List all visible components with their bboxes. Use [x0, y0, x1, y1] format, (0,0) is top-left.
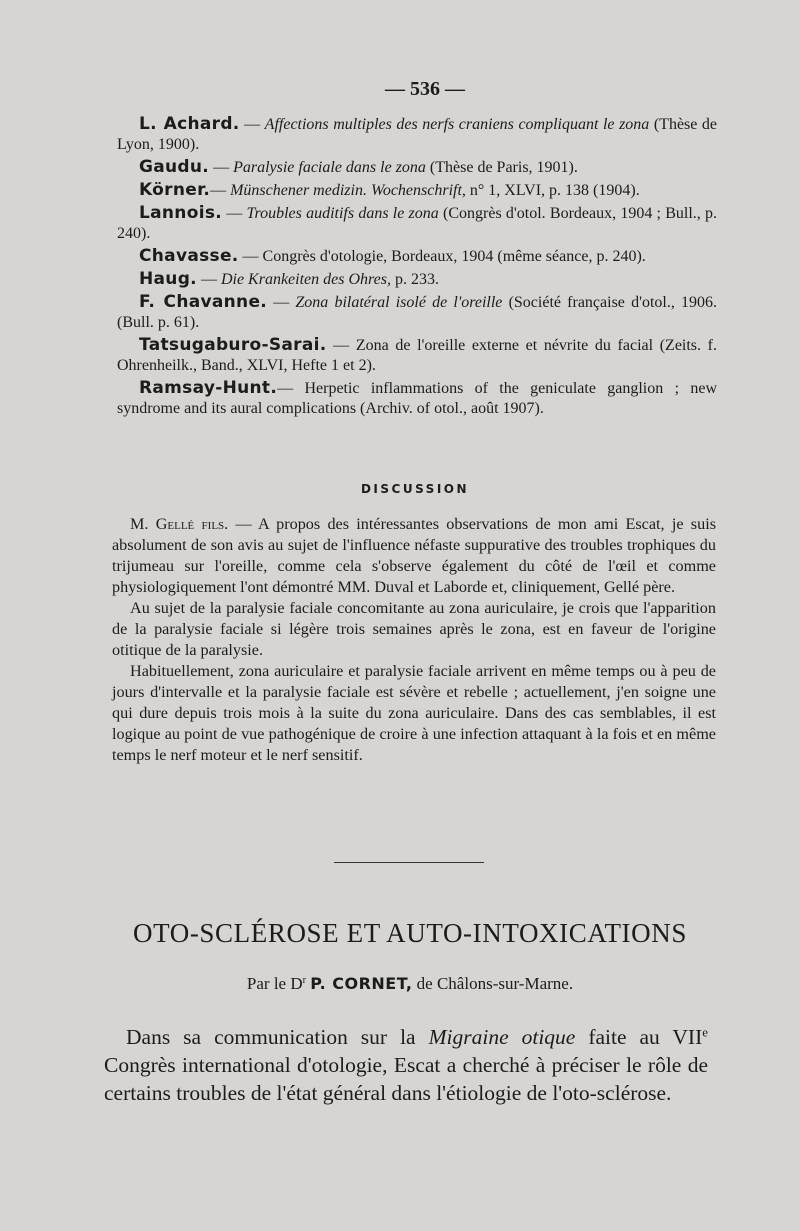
reference-list: [117, 114, 717, 421]
byline-superscript: r: [302, 974, 307, 986]
discussion-speaker: M. Gellé fils.: [130, 515, 229, 533]
reference-title: Paralysie faciale dans le zona: [233, 159, 426, 176]
reference-details: Congrès d'otologie, Bordeaux, 1904 (même séance, p. 240).: [262, 248, 646, 265]
reference-title: Zona bilatéral isolé de l'oreille: [295, 294, 503, 311]
reference-entry: [117, 203, 717, 244]
reference-author: Körner.: [139, 180, 211, 200]
body-text-start: Dans sa communication sur la: [126, 1025, 429, 1049]
reference-separator: —: [239, 116, 265, 133]
reference-title: Münschener medizin. Wochenschrift,: [230, 182, 466, 199]
reference-separator: —: [196, 271, 221, 288]
reference-entry: [117, 246, 717, 267]
byline-prefix: Par le D: [246, 974, 303, 993]
article-title: OTO-SCLÉROSE ET AUTO-INTOXICATIONS: [133, 918, 687, 948]
reference-author: Lannois.: [139, 203, 222, 223]
reference-entry: [117, 157, 717, 178]
body-text-middle: faite au VII: [575, 1025, 703, 1049]
reference-separator: —: [267, 294, 296, 311]
reference-separator: —: [210, 182, 231, 199]
reference-details: (Thèse de Lyon, 1900).: [117, 116, 718, 153]
reference-title: Affections multiples des nerfs craniens compliquant le zona: [264, 116, 650, 133]
reference-details: (Thèse de Paris, 1901).: [425, 159, 578, 176]
reference-author: F. Chavanne.: [139, 292, 268, 312]
reference-title: Die Krankeiten des Ohres,: [220, 271, 391, 288]
reference-author: Chavasse.: [139, 246, 239, 266]
reference-details: (Société française d'otol., 1906. (Bull. p. 61).: [117, 294, 718, 331]
reference-entry: [117, 378, 717, 419]
byline-affiliation: de Châlons-sur-Marne.: [412, 974, 574, 993]
reference-details: Zona de l'oreille externe et névrite du facial (Zeits. f. Ohrenheilk., Band., XLVI, Hefte 1 et 2).: [117, 337, 718, 374]
reference-author: Ramsay-Hunt.: [139, 378, 278, 398]
reference-details: p. 233.: [390, 271, 439, 288]
reference-entry: [117, 269, 717, 290]
page-number: — 536 —: [385, 78, 465, 100]
reference-separator: —: [277, 380, 305, 397]
body-superscript: e: [702, 1025, 708, 1040]
reference-title: Troubles auditifs dans le zona: [246, 205, 439, 222]
reference-author: L. Achard.: [139, 114, 240, 134]
reference-entry: [117, 180, 717, 201]
author-name: P. CORNET,: [310, 974, 413, 993]
discussion-text: — A propos des intéressantes observations de mon ami Escat, je suis absolument de son avis au sujet de l'influence néfaste suppurative des troubles trophiques du trijumeau sur l'oreille, comme cela s'observe également du côté de l'œil et comme physiologiquement l'ont démontré MM. Duval et Laborde et, cliniquement, Gellé père.: [112, 515, 717, 596]
reference-entry: [117, 114, 717, 155]
discussion-heading: DISCUSSION: [360, 482, 470, 496]
reference-details: n° 1, XLVI, p. 138 (1904).: [465, 182, 640, 199]
reference-entry: [117, 335, 717, 376]
reference-entry: [117, 292, 717, 333]
reference-author: Haug.: [139, 269, 197, 289]
reference-separator: —: [326, 337, 356, 354]
reference-author: Tatsugaburo-Sarai.: [139, 335, 327, 355]
article-body-paragraph: [104, 1023, 708, 1107]
discussion-paragraph: [112, 514, 716, 598]
reference-separator: —: [222, 205, 247, 222]
discussion-paragraph: Habituellement, zona auriculaire et paralysie faciale arrivent en même temps ou à peu de jours d'intervalle et la paralysie faciale est sévère et rebelle ; actuellement, j'en soigne une qui dure depuis trois mois à la suite du zona auriculaire. Dans des cas semblables, il est logique au point de vue pathogénique de croire à une infection attaquant à la fois et en même temps le nerf moteur et le nerf sensitif.: [112, 662, 716, 764]
reference-details: Herpetic inflammations of the geniculate ganglion ; new syndrome and its aural complications (Archiv. of otol., août 1907).: [117, 380, 718, 417]
reference-separator: —: [238, 248, 263, 265]
section-divider: [334, 862, 484, 863]
reference-author: Gaudu.: [139, 157, 210, 177]
body-emphasis: Migraine otique: [428, 1025, 576, 1049]
reference-details: (Congrès d'otol. Bordeaux, 1904 ; Bull., p. 240).: [117, 205, 718, 242]
reference-separator: —: [209, 159, 234, 176]
discussion-body: [112, 514, 716, 766]
body-text-end: Congrès international d'otologie, Escat a cherché à préciser le rôle de certains troubles de l'état général dans l'étiologie de l'oto-sclérose.: [104, 1053, 708, 1105]
discussion-paragraph: Au sujet de la paralysie faciale concomitante au zona auriculaire, je crois que l'apparition de la paralysie faciale si légère trois semaines après le zona, est en faveur de l'origine otitique de la paralysie.: [112, 599, 716, 659]
article-byline: [0, 974, 800, 994]
